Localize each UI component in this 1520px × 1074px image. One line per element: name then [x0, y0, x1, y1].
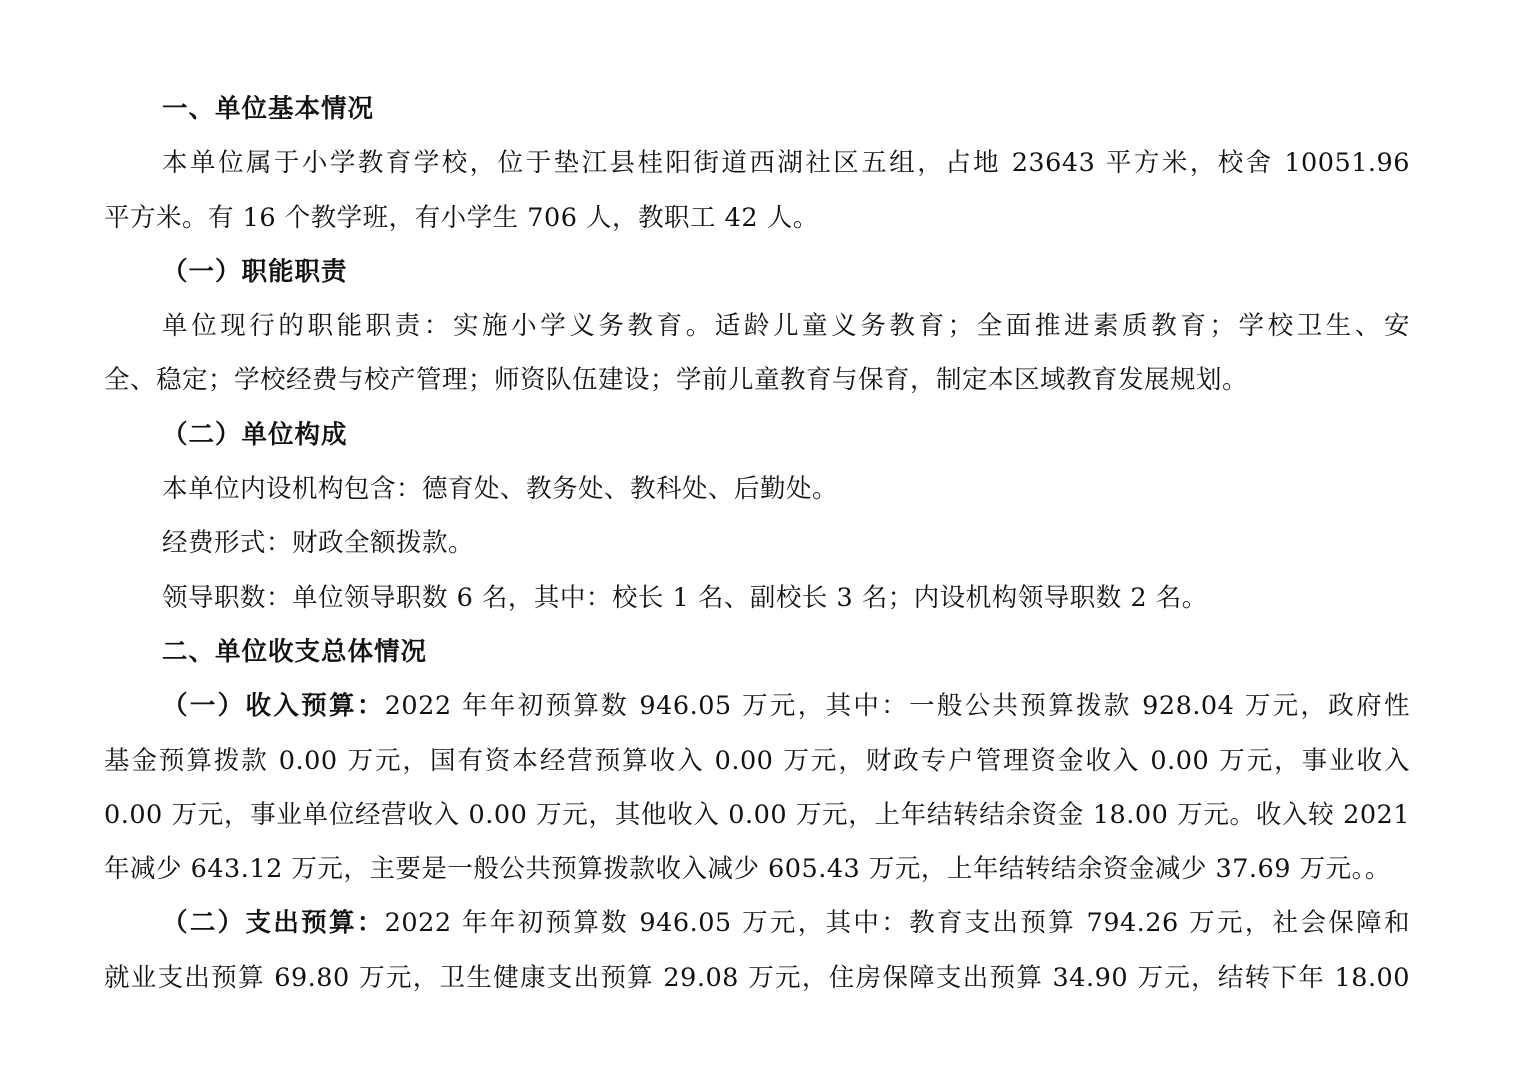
subheading-duties: （一）职能职责 — [162, 256, 348, 287]
paragraph-basic-info-line1: 本单位属于小学教育学校，位于垫江县桂阳街道西湖社区五组，占地 23643 平方米，校舍 10051.96 — [162, 148, 1410, 179]
subheading-composition: （二）单位构成 — [162, 419, 348, 450]
paragraph-departments: 本单位内设机构包含：德育处、教务处、教科处、后勤处。 — [162, 474, 839, 505]
income-line1-text: 2022 年年初预算数 946.05 万元，其中：一般公共预算拨款 928.04 万元，政府性 — [384, 691, 1410, 722]
section-heading-basic-info: 一、单位基本情况 — [162, 94, 375, 124]
paragraph-basic-info-line2: 平方米。有 16 个教学班，有小学生 706 人，教职工 42 人。 — [104, 202, 819, 233]
paragraph-leadership-positions: 领导职数：单位领导职数 6 名，其中：校长 1 名、副校长 3 名；内设机构领导职数 2 名。 — [162, 582, 1208, 613]
paragraph-income-line4: 年减少 643.12 万元，主要是一般公共预算拨款收入减少 605.43 万元，上年结转结余资金减少 37.69 万元。。 — [104, 854, 1391, 885]
income-label: （一）收入预算： — [162, 691, 385, 722]
paragraph-duties-line1: 单位现行的职能职责：实施小学义务教育。适龄儿童义务教育；全面推进素质教育；学校卫生、安 — [162, 311, 1410, 342]
paragraph-income-line1 — [104, 679, 1410, 733]
paragraph-funding-form: 经费形式：财政全额拨款。 — [162, 528, 475, 559]
expense-line1-text: 2022 年年初预算数 946.05 万元，其中：教育支出预算 794.26 万元，社会保障和 — [384, 908, 1410, 939]
document-page — [104, 82, 1410, 1005]
paragraph-income-line2: 基金预算拨款 0.00 万元，国有资本经营预算收入 0.00 万元，财政专户管理资金收入 0.00 万元，事业收入 — [104, 745, 1410, 776]
expense-label: （二）支出预算： — [162, 908, 385, 939]
paragraph-expense-line2: 就业支出预算 69.80 万元，卫生健康支出预算 29.08 万元，住房保障支出预算 34.90 万元，结转下年 18.00 — [104, 962, 1410, 993]
paragraph-duties-line2: 全、稳定；学校经费与校产管理；师资队伍建设；学前儿童教育与保育，制定本区域教育发展规划。 — [104, 365, 1249, 396]
paragraph-income-line3: 0.00 万元，事业单位经营收入 0.00 万元，其他收入 0.00 万元，上年结转结余资金 18.00 万元。收入较 2021 — [104, 799, 1410, 830]
paragraph-expense-line1 — [104, 896, 1410, 950]
section-heading-budget-overview: 二、单位收支总体情况 — [162, 636, 428, 667]
